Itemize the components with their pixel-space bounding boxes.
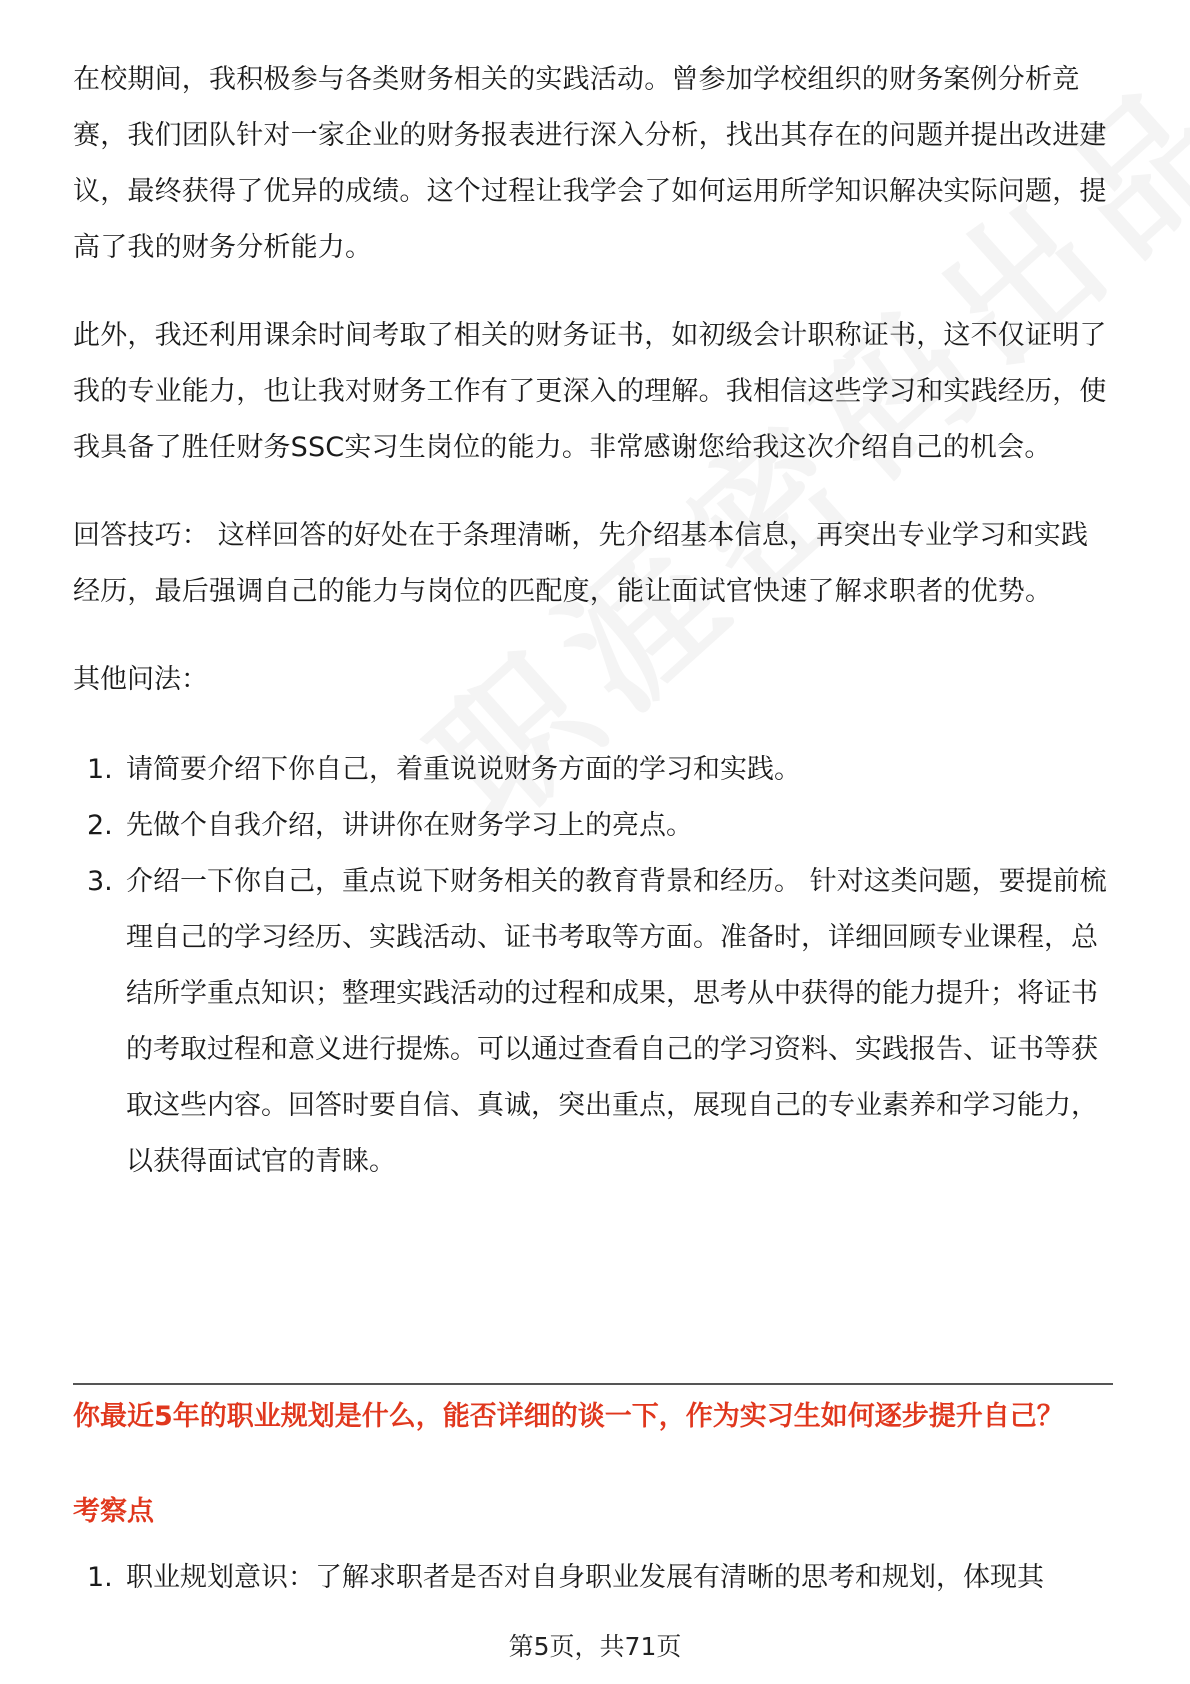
other-questions-label: 其他问法： bbox=[73, 664, 208, 695]
list-item bbox=[73, 742, 1113, 798]
list-item-text: 先做个自我介绍，讲讲你在财务学习上的亮点。 bbox=[126, 810, 693, 841]
assessment-points-heading: 考察点 bbox=[73, 1496, 154, 1527]
list-number: 3. bbox=[87, 866, 113, 897]
list-item-text: 请简要介绍下你自己，着重说说财务方面的学习和实践。 bbox=[126, 754, 801, 785]
other-questions-list bbox=[73, 742, 1113, 1190]
list-item-text: 介绍一下你自己，重点说下财务相关的教育背景和经历。 针对这类问题，要提前梳理自己的学习经历、实践活动、证书考取等方面。准备时，详细回顾专业课程，总结所学重点知识；整理实践活动的过程和成果，思考从中获得的能力提升；将证书的考取过程和意义进行提炼。可以通过查看自己的学习资料、实践报告、证书等获取这些内容。回答时要自信、真诚，突出重点，展现自己的专业素养和学习能力，以获得面试官的青睐。 bbox=[126, 866, 1107, 1177]
list-item bbox=[73, 798, 1113, 854]
list-item bbox=[73, 1550, 1113, 1606]
paragraph-answer-tips: 回答技巧： 这样回答的好处在于条理清晰，先介绍基本信息，再突出专业学习和实践经历，最后强调自己的能力与岗位的匹配度，能让面试官快速了解求职者的优势。 bbox=[73, 520, 1089, 607]
list-number: 1. bbox=[87, 754, 113, 785]
paragraph-practice: 在校期间，我积极参与各类财务相关的实践活动。曾参加学校组织的财务案例分析竞赛，我们团队针对一家企业的财务报表进行深入分析，找出其存在的问题并提出改进建议，最终获得了优异的成绩。这个过程让我学会了如何运用所学知识解决实际问题，提高了我的财务分析能力。 bbox=[73, 64, 1107, 263]
list-item-text: 职业规划意识：了解求职者是否对自身职业发展有清晰的思考和规划，体现其 bbox=[126, 1562, 1044, 1593]
main-content bbox=[73, 52, 1113, 1190]
paragraph-certificates: 此外，我还利用课余时间考取了相关的财务证书，如初级会计职称证书，这不仅证明了我的专业能力，也让我对财务工作有了更深入的理解。我相信这些学习和实践经历，使我具备了胜任财务SSC实习生岗位的能力。非常感谢您给我这次介绍自己的机会。 bbox=[73, 320, 1107, 463]
question-heading: 你最近5年的职业规划是什么，能否详细的谈一下，作为实习生如何逐步提升自己？ bbox=[73, 1401, 1064, 1432]
assessment-points-list bbox=[73, 1550, 1113, 1606]
section-divider bbox=[73, 1383, 1113, 1385]
list-number: 2. bbox=[87, 810, 113, 841]
list-number: 1. bbox=[87, 1562, 113, 1593]
list-item bbox=[73, 854, 1113, 1190]
page-footer: 第5页，共71页 bbox=[508, 1632, 682, 1661]
